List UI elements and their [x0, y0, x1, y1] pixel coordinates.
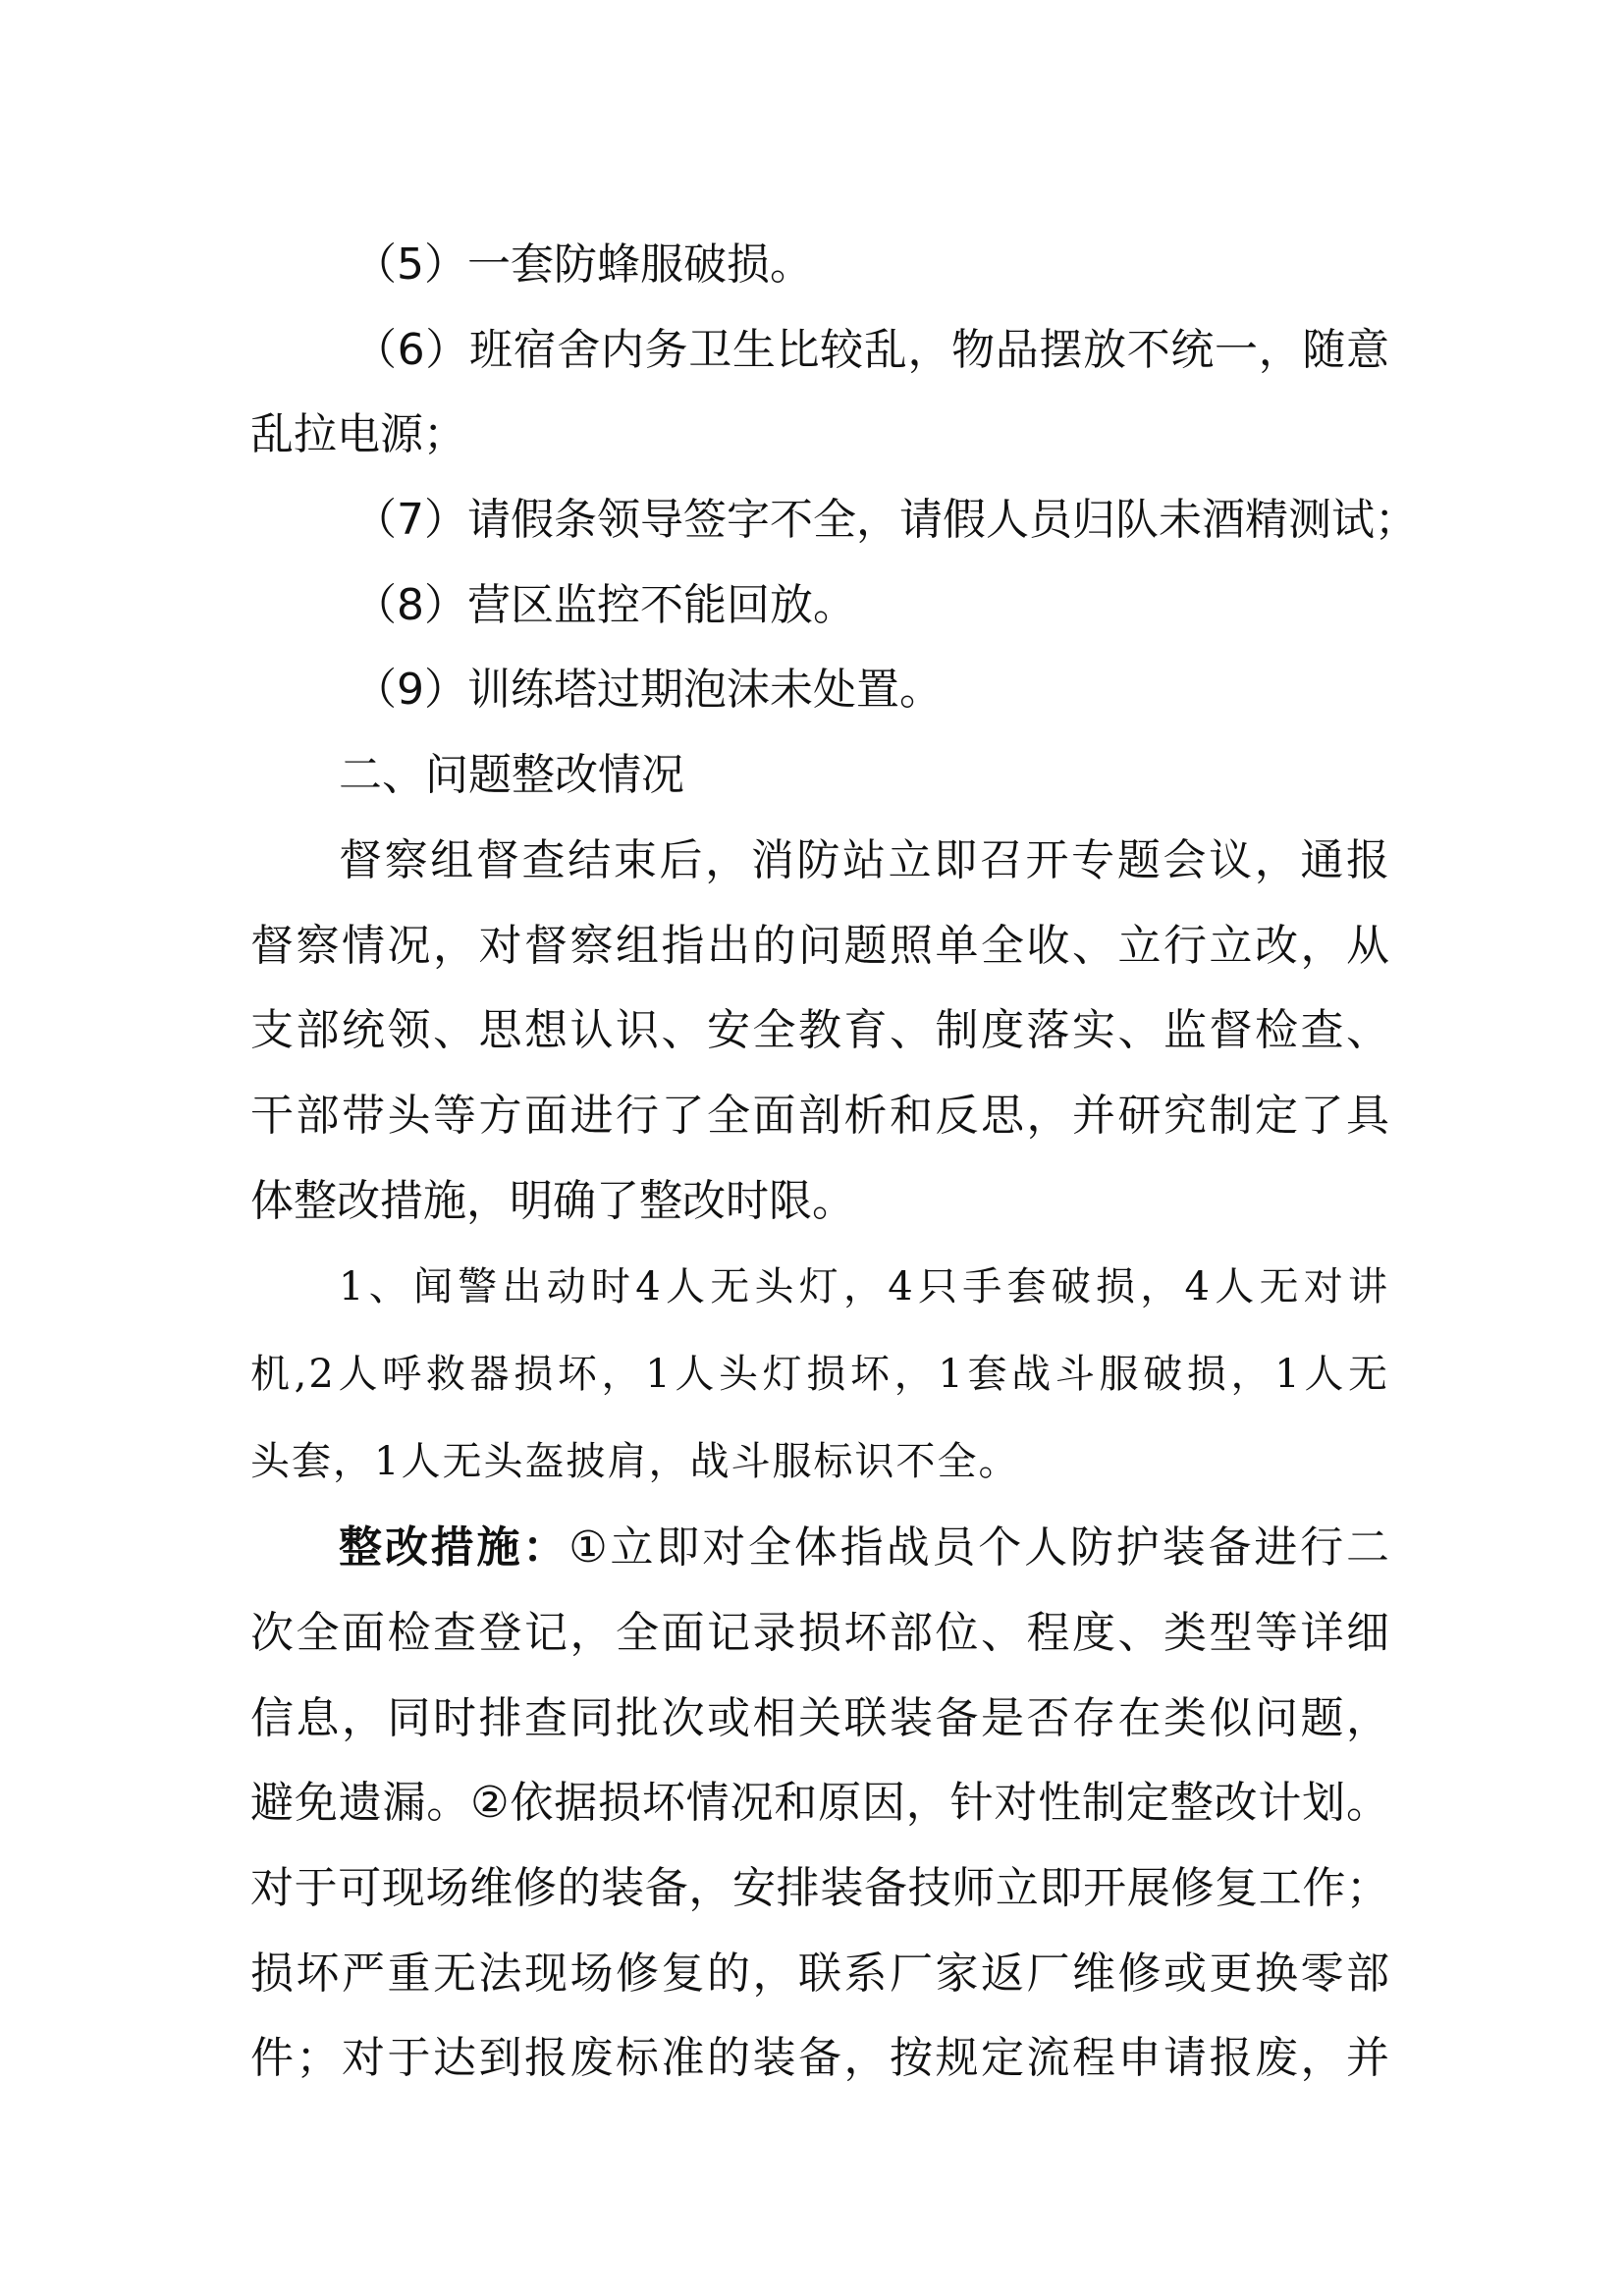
paragraph-line: 件；对于达到报废标准的装备，按规定流程申请报废，并 — [250, 2033, 1389, 2084]
document-page — [250, 223, 1418, 2102]
list-item: （7）请假条领导签字不全，请假人员归队未酒精测试； — [353, 495, 1418, 546]
paragraph-line: 督察组督查结束后，消防站立即召开专题会议，通报 — [339, 834, 1389, 885]
paragraph-line: 支部统领、思想认识、安全教育、制度落实、监督检查、 — [250, 1005, 1389, 1056]
paragraph-line: ①立即对全体指战员个人防护装备进行二 — [568, 1522, 1389, 1574]
paragraph-line: 对于可现场维修的装备，安排装备技师立即开展修复工作； — [250, 1863, 1389, 1913]
measures-first-line — [250, 1506, 1389, 1591]
paragraph-line: 损坏严重无法现场修复的，联系厂家返厂维修或更换零部 — [250, 1948, 1389, 1999]
paragraph-line: 干部带头等方面进行了全面剖析和反思，并研究制定了具 — [250, 1090, 1389, 1141]
list-item-continuation: 乱拉电源； — [250, 409, 466, 460]
problem-line: 机,2人呼救器损坏，1人头灯损坏，1套战斗服破损，1人无 — [250, 1352, 1389, 1398]
section-heading: 二、问题整改情况 — [339, 750, 684, 801]
problem-line: 头套，1人无头盔披肩，战斗服标识不全。 — [250, 1439, 1020, 1485]
problem-line: 1、闻警出动时4人无头灯，4只手套破损，4人无对讲 — [339, 1264, 1389, 1310]
paragraph-line: 体整改措施，明确了整改时限。 — [250, 1175, 855, 1226]
paragraph-line: 避免遗漏。②依据损坏情况和原因，针对性制定整改计划。 — [250, 1778, 1389, 1829]
list-item: （6）班宿舍内务卫生比较乱，物品摆放不统一，随意 — [353, 324, 1389, 375]
paragraph-line: 信息，同时排查同批次或相关联装备是否存在类似问题， — [250, 1692, 1389, 1743]
paragraph-line: 督察情况，对督察组指出的问题照单全收、立行立改，从 — [250, 920, 1389, 971]
list-item: （9）训练塔过期泡沫未处置。 — [353, 665, 943, 716]
measures-label: 整改措施： — [339, 1522, 569, 1574]
list-item: （8）营区监控不能回放。 — [353, 579, 856, 630]
list-item: （5）一套防蜂服破损。 — [353, 240, 813, 290]
paragraph-line: 次全面检查登记，全面记录损坏部位、程度、类型等详细 — [250, 1607, 1389, 1658]
